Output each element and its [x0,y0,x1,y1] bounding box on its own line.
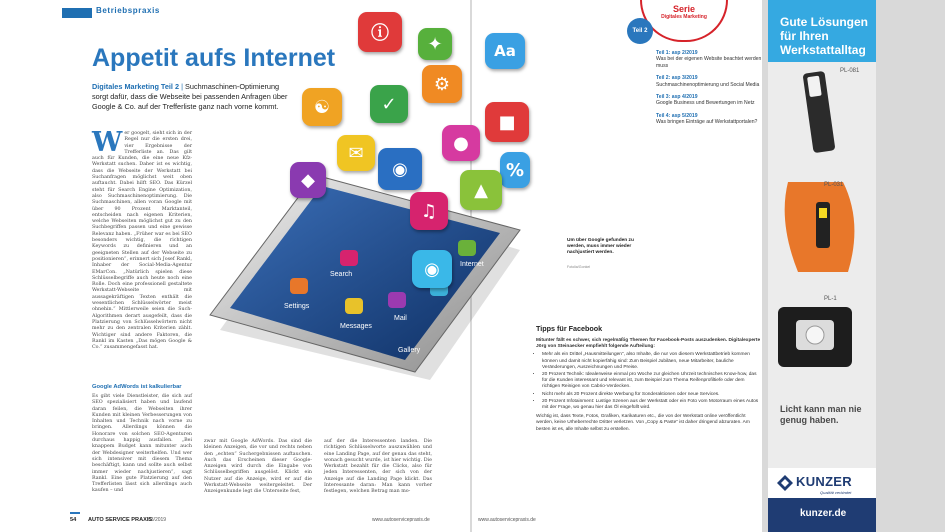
right-footer-url: www.autoservicepraxis.de [478,517,536,523]
app-label-settings: Settings [284,303,310,310]
body-column-1 [92,127,192,351]
ad-product-illustration [768,62,876,402]
series-item-text: Was bringen Einträge auf Werkstattportalen? [656,119,758,126]
tip-item: • Nicht mehr als 20 Prozent direkte Werbung für Sonderaktionen oder neue Services. [542,392,762,398]
info-icon: ⓘ [358,12,402,52]
tips-title: Tipps für Facebook [536,324,603,333]
series-item-head: Teil 4: asp 5/2019 [656,112,698,119]
chat-icon: ● [442,125,480,161]
subheading: Google AdWords ist kalkulierbar [92,384,182,390]
series-list [656,50,764,132]
music-icon: ♫ [410,192,448,230]
facebook-tips-box [536,324,762,433]
tip-item: • 20 Prozent Infotainment: Lustige Szenen aus der Werkstatt oder ein Foto vom Motorraum eines Autos mit der Frage, wo genau hier das Öl eingefüllt wird. [542,399,762,411]
ad-url-band[interactable] [768,498,876,532]
ad-model-tag: PL-081 [840,68,860,74]
text-icon: Aa [485,33,525,69]
footer-url: www.autoservicepraxis.de [372,517,430,523]
tip-item: • Mehr als ein Drittel „Hausmitteilungen“, also Inhalte, die nur von diesem Werkstattbetrieb kommen können und damit nicht kopierfähig sind: Zum Beispiel Jubiläen, neue Mitarbeiter, bauliche Veränderungen, Auszeichnungen und Preise. [542,352,762,371]
app-label-search: Search [330,271,353,278]
series-item [656,50,764,69]
rss-icon: ☯ [302,88,342,126]
kunzer-logo-icon [776,474,794,492]
series-item-head: Teil 1: asp 2/2019 [656,50,698,56]
series-subtitle: Digitales Marketing [661,14,707,20]
body-column-1b: Es gibt viele Dienstleister, die sich auf SEO spezialisiert haben und laufend daran feilen, die Webseiten ihrer Kunden mit kleinen Verbesserungen von Inhalten und Technik nach vorne zu bringen. Allerdings können die Honorare von solchen SEO-Agenturen durchaus happig ausfallen. „Bei knappem Budget kann mitunter auch der Webdesigner weiterhelfen. Und wer sich intensiver mit diesem Thema beschäftigt, kann und sollte auch selbst immer wieder nachjustieren“, sagt Rankl. Eine gute Platzierung auf den Trefferlisten lässt sich allerdings auch kaufen – und [92,394,192,494]
series-item-head: Teil 3: asp 4/2019 [656,94,698,101]
ad-slogan: Licht kann man nie genug haben. [780,404,862,425]
series-item [656,113,764,126]
cart-icon: ▲ [460,170,502,210]
lock-icon: ■ [485,102,529,142]
footer-rule [70,512,80,514]
series-item [656,94,764,107]
ad-logo-text: KUNZER [796,474,852,489]
kunzer-advertisement[interactable] [768,0,876,532]
ad-model-tag: PL-031 [824,182,844,188]
issue-number: 03/2019 [148,517,167,523]
series-word: Serie [672,4,696,14]
lead-separator: | [181,82,183,91]
page-number: 54 [70,517,77,523]
ad-headline: Gute Lösungen für Ihren Werkstattalltag [780,15,868,57]
ad-model-tag: PL-1 [824,296,837,302]
body-text-1: er googelt, sieht sich in der Regel nur die ersten drei, vier Ergebnisse der Trefferliste an. Das gilt auch für Kunden, die eine neue Kfz-Werkstatt suchen. Daher ist es wichtig, dass die Webseite der Werkstatt bei Suchanfragen möglichst weit oben auftaucht. Dabei hilft SEO. Das Kürzel steht für Search Engine Optimization, also Suchmaschinenoptimierung. Die Suchmaschinen, allen voran Google mit über 90 Prozent Marktanteil, entscheiden nach eigenen Kriterien, welche Webseiten möglichst gut zu den Suchbegriffen passen und eine gewisse Relevanz haben. „Früher war es bei SEO besonders wichtig, die richtigen Keywords zu definieren und an geeigneten Stellen auf der Webseite zu positionieren“, erinnert sich Josef Rankl, Inhaber der Social-Media-Agentur EMarCon. „Natürlich spielen diese Schlüsselbegriffe auch heute noch eine Rolle. Doch eine professionell gestaltete Werkstatt-Webseite mit aussagekräftigen Texten enthält die wesentlichen Schlüsselwörter meist ohnehin.“ Mittlerweile seien die Such-Algorithmen derart ausgefeilt, dass die Platzierung von Schlüsselwörtern nicht mehr zu den zentralen Kriterien zählt. Wichtiger sind andere Faktoren, die Rankl im Kasten „Das mögen Google & Co.“ zusammengefasst hat. [92,131,192,351]
body-column-2: zwar mit Google AdWords. Das sind die kleinen Anzeigen, die vor und rechts neben den „echten“ Suchergebnissen auftauchen. Auch das Erscheinen dieser Google-Anzeigen wird durch die Eingabe von Schlüsselbegriffen ausgelöst. Klickt ein Nutzer auf die Anzeige, wird er auf die Werkstatt-Webseite weitergeleitet. Der Anzeigenkunde legt die Unterseite fest, [204,439,312,495]
app-label-gallery: Gallery [398,347,421,354]
smartphone-graphic [200,80,530,380]
percent-icon: % [500,152,530,188]
check-icon: ✓ [370,85,408,123]
envelope-icon: ✉ [337,135,375,171]
teil-badge: Teil 2 [627,18,653,44]
tip-item: • 20 Prozent Technik: Idealerweise einmal pro Woche zur gleichen Uhrzeit technisches Know-how, das für die Kunden interessant und relevant ist, zum Beispiel zum Thema Reifenprofiltiefe oder dem richtigen Reinigen von Cabrio-Verdecken. [542,372,762,391]
section-label: Betriebspraxis [96,6,160,15]
camera-icon: ◉ [412,250,452,288]
app-label-mail: Mail [394,315,407,322]
section-bar [62,8,92,18]
series-item-text: Was bei der eigenen Website beachtet werden muss [656,56,762,69]
image-caption: Um über Google gefunden zu werden, muss immer wieder nachjustiert werden. [567,238,634,255]
series-item-text: Google Business und Bewertungen im Netz [656,100,755,107]
gears-icon: ⚙ [422,65,462,103]
drop-cap: W [92,127,123,158]
lead-text: Suchmaschinen-Optimierung sorgt dafür, dass die Webseite bei passenden Anfragen über Google & Co. auf der Trefferliste ganz nach vorne kommt. [92,82,288,111]
image-credit: Fotolia/Gonkel [567,265,591,269]
lead-series: Digitales Marketing Teil 2 [92,82,180,91]
tips-list [536,352,762,411]
body-column-3: auf der die Interessenten landen. Die richtigen Schlüsselworte auszuwählen und eine Landing Page, auf der genau das steht, wonach gesucht wurde, ist hier wichtig. Die Werkstatt bezahlt für die Clicks, also für jeden Interessenten, der sich von der Anzeige auf die Landing Page klickt. Das Interessante daran: Man kann vorher festlegen, welchen Betrag man mo- [324,439,432,495]
tips-outro: Wichtig ist, dass Texte, Fotos, Grafiken, Karikaturen etc., die von der Werkstatt online veröffentlicht werden, keine Urheberrechte Dritter verletzen. Von „Copy & Paste“ ist daher dringend abzuraten. Am besten ist es, alle Inhalte selbst zu erstellen. [536,414,750,432]
app-label-internet: Internet [460,261,484,268]
series-item-text: Suchmaschinenoptimierung und Social Media [656,81,760,88]
article-title: Appetit aufs Internet [92,44,336,72]
globe-icon: ◉ [378,148,422,190]
app-label-messages: Messages [340,323,372,330]
series-item [656,75,764,88]
series-item-head: Teil 2: asp 3/2019 [656,75,698,82]
tips-intro: Mitunter fällt es schwer, sich regelmäßig Themen für Facebook-Posts auszudenken. Digitalexperte Jörg von Steinaecker empfiehlt folgende Aufteilung: [536,338,761,350]
ad-logo-tagline: Qualität verbindet [820,490,852,495]
ad-url[interactable]: kunzer.de [800,508,847,519]
puzzle-icon: ✦ [418,28,452,60]
app-icon-purple: ◆ [290,162,326,198]
magazine-name: AUTO SERVICE PRAXIS [88,517,153,523]
